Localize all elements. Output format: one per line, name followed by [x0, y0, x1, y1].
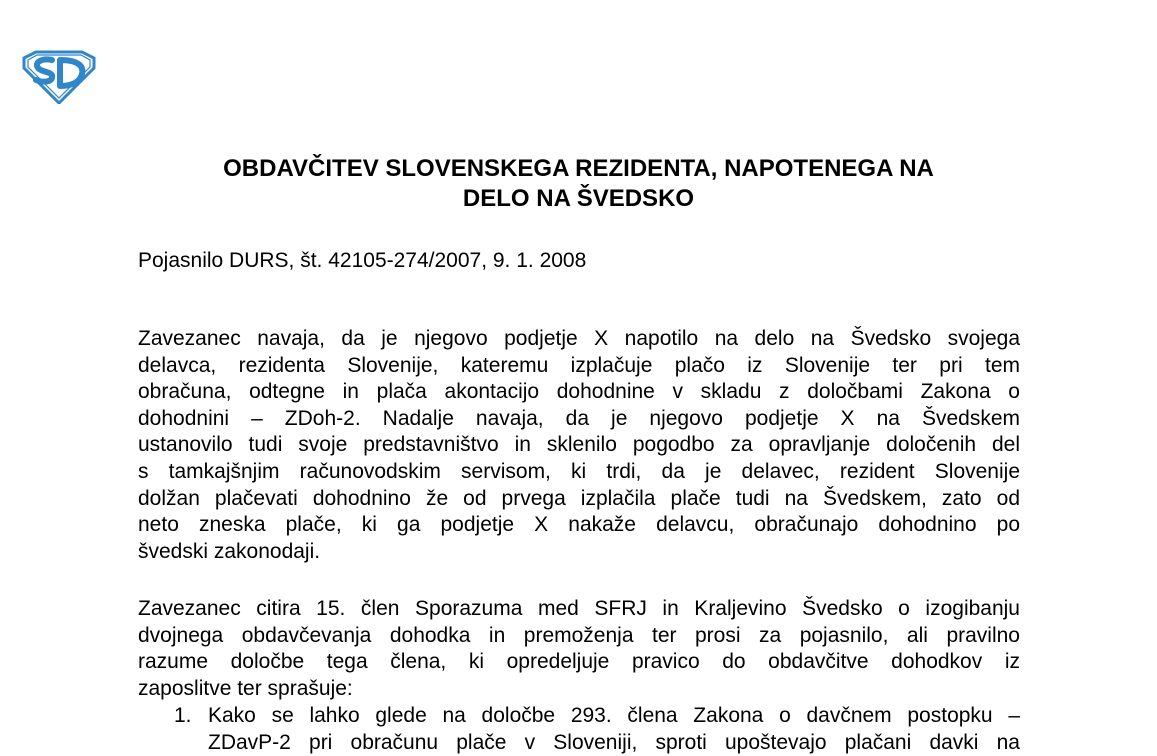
- paragraph-line: razume določbe tega člena, ki opredeljuje pravico do obdavčitve dohodkov iz: [138, 650, 1020, 674]
- question-list: [138, 703, 1020, 756]
- list-item: [138, 703, 1020, 756]
- paragraph-line: Zavezanec citira 15. člen Sporazuma med SFRJ in Kraljevino Švedsko o izogibanju: [138, 597, 1020, 620]
- paragraph-line: ustanovilo tudi svoje predstavništvo in sklenilo pogodbo za opravljanje določenih del: [138, 433, 1020, 457]
- paragraph-2: [138, 596, 1020, 702]
- paragraph-line: s tamkajšnjim računovodskim servisom, ki trdi, da je delavec, rezident Slovenije: [138, 459, 1020, 483]
- paragraph-line: delavca, rezidenta Slovenije, kateremu izplačuje plačo iz Slovenije ter pri tem: [138, 353, 1020, 377]
- paragraph-line: dohodnini – ZDoh-2. Nadalje navaja, da je njegovo podjetje X na Švedskem: [138, 406, 1020, 430]
- sd-logo-icon: [22, 50, 96, 104]
- list-item-number: 1.: [174, 704, 192, 727]
- paragraph-line: dvojnega obdavčevanja dohodka in premoženja ter prosi za pojasnilo, ali pravilno: [138, 623, 1020, 647]
- document-reference: Pojasnilo DURS, št. 42105-274/2007, 9. 1. 2008: [138, 249, 587, 272]
- paragraph-line: švedski zakonodaji.: [138, 539, 321, 563]
- title-line: DELO NA ŠVEDSKO: [462, 185, 695, 212]
- document-title: [120, 154, 1037, 214]
- paragraph-line: zaposlitve ter sprašuje:: [138, 676, 353, 700]
- list-item-line: ZDavP-2 pri obračunu plače v Sloveniji, sproti upoštevajo plačani davki na: [208, 730, 1020, 754]
- title-line: OBDAVČITEV SLOVENSKEGA REZIDENTA, NAPOTENEGA NA: [223, 155, 934, 182]
- list-item-line: Kako se lahko glede na določbe 293. člena Zakona o davčnem postopku –: [208, 704, 1020, 727]
- paragraph-line: Zavezanec navaja, da je njegovo podjetje X napotilo na delo na Švedsko svojega: [138, 327, 1020, 350]
- paragraph-line: obračuna, odtegne in plača akontacijo dohodnine v skladu z določbami Zakona o: [138, 380, 1020, 404]
- paragraph-line: neto zneska plače, ki ga podjetje X nakaže delavcu, obračunajo dohodnino po: [138, 513, 1020, 537]
- paragraph-line: dolžan plačevati dohodnino že od prvega izplačila plače tudi na Švedskem, zato od: [138, 486, 1020, 510]
- paragraph-1: [138, 326, 1020, 565]
